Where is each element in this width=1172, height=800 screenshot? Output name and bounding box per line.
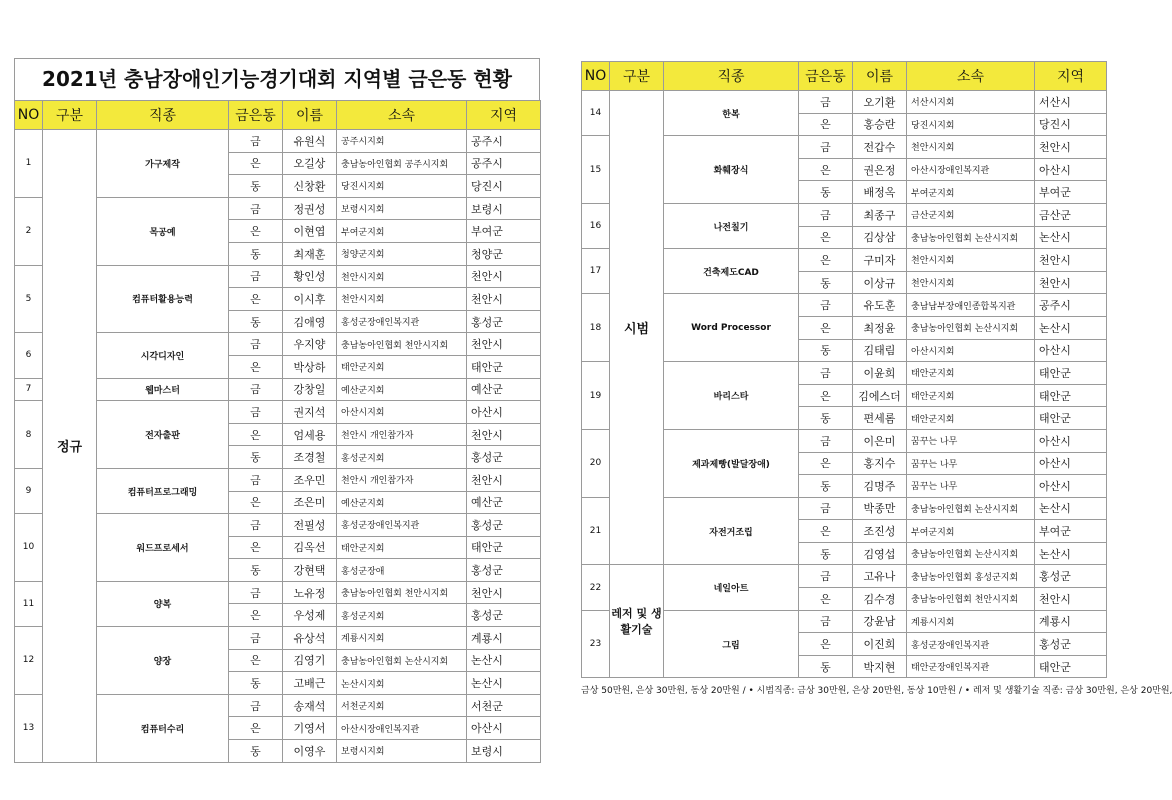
region: 아산시 — [1035, 452, 1107, 475]
region: 천안시 — [467, 265, 541, 288]
row-number: 16 — [582, 203, 610, 248]
affiliation: 홍성군장애인복지관 — [337, 514, 467, 537]
medal-cell: 은 — [799, 249, 853, 272]
row-number: 14 — [582, 91, 610, 136]
row-number: 6 — [15, 333, 43, 378]
medal-cell: 은 — [799, 520, 853, 543]
header-org: 소속 — [337, 101, 467, 130]
region: 홍성군 — [467, 446, 541, 469]
affiliation: 천안시지회 — [907, 136, 1035, 159]
row-number: 10 — [15, 514, 43, 582]
row-number: 21 — [582, 497, 610, 565]
medal-cell: 금 — [229, 627, 283, 650]
affiliation: 계룡시지회 — [337, 627, 467, 650]
row-number: 23 — [582, 610, 610, 678]
row-number: 20 — [582, 429, 610, 497]
job-type: 제과제빵(발달장애) — [664, 429, 799, 497]
job-type: 나전칠기 — [664, 203, 799, 248]
job-type: 목공예 — [97, 197, 229, 265]
affiliation: 홍성군지회 — [337, 604, 467, 627]
medal-cell: 금 — [799, 203, 853, 226]
affiliation: 충남농아인협회 논산시지회 — [337, 649, 467, 672]
region: 논산시 — [1035, 497, 1107, 520]
winner-name: 최종구 — [853, 203, 907, 226]
winner-name: 김상삼 — [853, 226, 907, 249]
region: 당진시 — [467, 175, 541, 198]
category-demo: 시범 — [610, 91, 664, 565]
header-medal: 금은동 — [229, 101, 283, 130]
winner-name: 유원식 — [283, 130, 337, 153]
affiliation: 청양군지회 — [337, 242, 467, 265]
region: 예산군 — [467, 491, 541, 514]
header-region: 지역 — [1035, 62, 1107, 91]
medal-cell: 금 — [229, 130, 283, 153]
affiliation: 공주시지회 — [337, 130, 467, 153]
affiliation: 보령시지회 — [337, 197, 467, 220]
winner-name: 편세롬 — [853, 407, 907, 430]
medal-cell: 동 — [799, 655, 853, 678]
header-category: 구분 — [610, 62, 664, 91]
medal-cell: 은 — [799, 588, 853, 611]
left-table-body — [15, 130, 541, 763]
affiliation: 충남농아인협회 논산시지회 — [907, 316, 1035, 339]
medal-cell: 은 — [229, 536, 283, 559]
winner-name: 구미자 — [853, 249, 907, 272]
medal-cell: 은 — [799, 452, 853, 475]
table-row — [582, 565, 1107, 588]
job-type: 바리스타 — [664, 362, 799, 430]
right-header-row — [582, 62, 1107, 91]
region: 논산시 — [467, 672, 541, 695]
affiliation: 당진시지회 — [337, 175, 467, 198]
job-type: Word Processor — [664, 294, 799, 362]
medal-cell: 은 — [799, 226, 853, 249]
winner-name: 강창일 — [283, 378, 337, 401]
affiliation: 서천군지회 — [337, 694, 467, 717]
affiliation: 홍성군장애 — [337, 559, 467, 582]
winner-name: 김명주 — [853, 475, 907, 498]
region: 천안시 — [467, 423, 541, 446]
region: 부여군 — [467, 220, 541, 243]
affiliation: 천안시 개인참가자 — [337, 423, 467, 446]
row-number: 11 — [15, 581, 43, 626]
affiliation: 천안시지회 — [907, 271, 1035, 294]
affiliation: 부여군지회 — [337, 220, 467, 243]
affiliation: 당진시지회 — [907, 113, 1035, 136]
medal-cell: 은 — [799, 113, 853, 136]
region: 아산시 — [1035, 158, 1107, 181]
affiliation: 홍성군장애인복지관 — [337, 310, 467, 333]
header-job: 직종 — [664, 62, 799, 91]
winner-name: 김에스더 — [853, 384, 907, 407]
winner-name: 최정윤 — [853, 316, 907, 339]
row-number: 15 — [582, 136, 610, 204]
region: 부여군 — [1035, 520, 1107, 543]
right-table-body — [582, 91, 1107, 678]
left-header-row — [15, 101, 541, 130]
row-number: 22 — [582, 565, 610, 610]
affiliation: 태안군지회 — [907, 407, 1035, 430]
job-type: 워드프로세서 — [97, 514, 229, 582]
winner-name: 강현택 — [283, 559, 337, 582]
region: 논산시 — [467, 649, 541, 672]
affiliation: 충남농아인협회 논산시지회 — [907, 542, 1035, 565]
medal-cell: 금 — [799, 497, 853, 520]
winner-name: 강윤남 — [853, 610, 907, 633]
region: 아산시 — [1035, 475, 1107, 498]
medal-cell: 동 — [229, 242, 283, 265]
region: 홍성군 — [1035, 633, 1107, 656]
winner-name: 고유나 — [853, 565, 907, 588]
medal-cell: 은 — [799, 158, 853, 181]
medal-cell: 금 — [229, 468, 283, 491]
winner-name: 조우민 — [283, 468, 337, 491]
medal-cell: 동 — [229, 446, 283, 469]
medal-cell: 금 — [229, 514, 283, 537]
job-type: 그림 — [664, 610, 799, 678]
job-type: 양장 — [97, 627, 229, 695]
winner-name: 홍승란 — [853, 113, 907, 136]
affiliation: 아산시지회 — [907, 339, 1035, 362]
region: 홍성군 — [467, 604, 541, 627]
medal-cell: 은 — [229, 604, 283, 627]
medal-cell: 은 — [229, 491, 283, 514]
region: 보령시 — [467, 740, 541, 763]
medal-cell: 금 — [799, 294, 853, 317]
winner-name: 권은정 — [853, 158, 907, 181]
medal-cell: 은 — [229, 649, 283, 672]
region: 홍성군 — [467, 559, 541, 582]
affiliation: 충남농아인협회 천안시지회 — [907, 588, 1035, 611]
medal-cell: 금 — [799, 362, 853, 385]
category-leisure: 레저 및 생활기술 — [610, 565, 664, 678]
region: 홍성군 — [467, 310, 541, 333]
medal-cell: 은 — [229, 288, 283, 311]
job-type: 컴퓨터수리 — [97, 694, 229, 762]
header-region: 지역 — [467, 101, 541, 130]
winner-name: 송재석 — [283, 694, 337, 717]
region: 홍성군 — [1035, 565, 1107, 588]
winner-name: 김옥선 — [283, 536, 337, 559]
winner-name: 김수경 — [853, 588, 907, 611]
region: 서산시 — [1035, 91, 1107, 114]
affiliation: 태안군지회 — [907, 384, 1035, 407]
region: 태안군 — [1035, 407, 1107, 430]
affiliation: 태안군지회 — [907, 362, 1035, 385]
region: 계룡시 — [1035, 610, 1107, 633]
region: 금산군 — [1035, 203, 1107, 226]
header-org: 소속 — [907, 62, 1035, 91]
header-job: 직종 — [97, 101, 229, 130]
affiliation: 충남농아인협회 홍성군지회 — [907, 565, 1035, 588]
medal-cell: 금 — [799, 565, 853, 588]
medal-cell: 금 — [799, 429, 853, 452]
row-number: 5 — [15, 265, 43, 333]
region: 태안군 — [467, 355, 541, 378]
affiliation: 충남농아인협회 천안시지회 — [337, 333, 467, 356]
row-number: 17 — [582, 249, 610, 294]
affiliation: 꿈꾸는 나무 — [907, 429, 1035, 452]
winner-name: 김애영 — [283, 310, 337, 333]
winner-name: 우성제 — [283, 604, 337, 627]
region: 당진시 — [1035, 113, 1107, 136]
affiliation: 꿈꾸는 나무 — [907, 452, 1035, 475]
affiliation: 보령시지회 — [337, 740, 467, 763]
winner-name: 노유정 — [283, 581, 337, 604]
winner-name: 권지석 — [283, 401, 337, 424]
page-title: 2021년 충남장애인기능경기대회 지역별 금은동 현황 — [14, 58, 540, 100]
affiliation: 서산시지회 — [907, 91, 1035, 114]
winner-name: 조경철 — [283, 446, 337, 469]
region: 부여군 — [1035, 181, 1107, 204]
affiliation: 부여군지회 — [907, 520, 1035, 543]
right-medal-table — [581, 61, 1107, 678]
region: 천안시 — [1035, 588, 1107, 611]
winner-name: 오기환 — [853, 91, 907, 114]
winner-name: 신창환 — [283, 175, 337, 198]
winner-name: 조진성 — [853, 520, 907, 543]
affiliation: 태안군장애인복지관 — [907, 655, 1035, 678]
medal-cell: 동 — [799, 407, 853, 430]
region: 공주시 — [467, 152, 541, 175]
job-type: 웹마스터 — [97, 378, 229, 401]
region: 태안군 — [1035, 362, 1107, 385]
row-number: 18 — [582, 294, 610, 362]
winner-name: 홍지수 — [853, 452, 907, 475]
medal-cell: 은 — [229, 355, 283, 378]
medal-cell: 동 — [229, 310, 283, 333]
medal-cell: 금 — [799, 610, 853, 633]
medal-cell: 금 — [229, 197, 283, 220]
affiliation: 충남농아인협회 공주시지회 — [337, 152, 467, 175]
medal-cell: 금 — [799, 91, 853, 114]
affiliation: 천안시 개인참가자 — [337, 468, 467, 491]
medal-cell: 은 — [229, 220, 283, 243]
winner-name: 이윤희 — [853, 362, 907, 385]
region: 예산군 — [467, 378, 541, 401]
medal-cell: 동 — [229, 175, 283, 198]
medal-cell: 금 — [799, 136, 853, 159]
winner-name: 엄세용 — [283, 423, 337, 446]
winner-name: 유도훈 — [853, 294, 907, 317]
winner-name: 박상하 — [283, 355, 337, 378]
winner-name: 박종만 — [853, 497, 907, 520]
affiliation: 태안군지회 — [337, 355, 467, 378]
row-number: 7 — [15, 378, 43, 401]
medal-cell: 동 — [799, 475, 853, 498]
region: 계룡시 — [467, 627, 541, 650]
winner-name: 이현엽 — [283, 220, 337, 243]
affiliation: 충남농아인협회 논산시지회 — [907, 226, 1035, 249]
medal-cell: 금 — [229, 333, 283, 356]
affiliation: 홍성군장애인복지관 — [907, 633, 1035, 656]
region: 아산시 — [1035, 339, 1107, 362]
job-type: 양복 — [97, 581, 229, 626]
prize-footnote: 금상 50만원, 은상 30만원, 동상 20만원 / • 시범직종: 금상 30만원, 은상 20만원, 동상 10만원 / • 레저 및 생활기술 직종: 금상 30만원, 은상 20만원, — [581, 686, 1172, 696]
medal-cell: 동 — [229, 559, 283, 582]
row-number: 13 — [15, 694, 43, 762]
job-type: 컴퓨터활용능력 — [97, 265, 229, 333]
medal-cell: 동 — [799, 271, 853, 294]
region: 태안군 — [467, 536, 541, 559]
affiliation: 아산시지회 — [337, 401, 467, 424]
region: 논산시 — [1035, 316, 1107, 339]
affiliation: 꿈꾸는 나무 — [907, 475, 1035, 498]
winner-name: 이영우 — [283, 740, 337, 763]
job-type: 화훼장식 — [664, 136, 799, 204]
job-type: 전자출판 — [97, 401, 229, 469]
row-number: 19 — [582, 362, 610, 430]
winner-name: 전갑수 — [853, 136, 907, 159]
winner-name: 오길상 — [283, 152, 337, 175]
region: 아산시 — [1035, 429, 1107, 452]
winner-name: 최재훈 — [283, 242, 337, 265]
medal-cell: 금 — [229, 581, 283, 604]
region: 천안시 — [1035, 249, 1107, 272]
medal-cell: 은 — [229, 152, 283, 175]
header-name: 이름 — [853, 62, 907, 91]
winner-name: 이은미 — [853, 429, 907, 452]
affiliation: 아산시장애인복지관 — [907, 158, 1035, 181]
winner-name: 배정옥 — [853, 181, 907, 204]
winner-name: 기영서 — [283, 717, 337, 740]
affiliation: 부여군지회 — [907, 181, 1035, 204]
region: 천안시 — [1035, 136, 1107, 159]
header-no: NO — [15, 101, 43, 130]
region: 천안시 — [467, 333, 541, 356]
region: 논산시 — [1035, 542, 1107, 565]
winner-name: 유상석 — [283, 627, 337, 650]
category-regular: 정규 — [43, 130, 97, 763]
affiliation: 태안군지회 — [337, 536, 467, 559]
medal-cell: 동 — [799, 542, 853, 565]
medal-cell: 은 — [229, 717, 283, 740]
winner-name: 이진희 — [853, 633, 907, 656]
region: 홍성군 — [467, 514, 541, 537]
row-number: 9 — [15, 468, 43, 513]
region: 논산시 — [1035, 226, 1107, 249]
medal-cell: 금 — [229, 694, 283, 717]
winner-name: 우지양 — [283, 333, 337, 356]
affiliation: 아산시장애인복지관 — [337, 717, 467, 740]
region: 공주시 — [467, 130, 541, 153]
affiliation: 예산군지회 — [337, 378, 467, 401]
row-number: 8 — [15, 401, 43, 469]
affiliation: 천안시지회 — [337, 288, 467, 311]
medal-cell: 금 — [229, 265, 283, 288]
region: 태안군 — [1035, 384, 1107, 407]
medal-cell: 동 — [799, 339, 853, 362]
affiliation: 충남농아인협회 논산시지회 — [907, 497, 1035, 520]
affiliation: 천안시지회 — [337, 265, 467, 288]
winner-name: 이시후 — [283, 288, 337, 311]
region: 천안시 — [467, 288, 541, 311]
header-name: 이름 — [283, 101, 337, 130]
job-type: 시각디자인 — [97, 333, 229, 378]
row-number: 12 — [15, 627, 43, 695]
affiliation: 충남남부장애인종합복지관 — [907, 294, 1035, 317]
row-number: 1 — [15, 130, 43, 198]
region: 천안시 — [467, 581, 541, 604]
winner-name: 김영기 — [283, 649, 337, 672]
affiliation: 금산군지회 — [907, 203, 1035, 226]
job-type: 자전거조립 — [664, 497, 799, 565]
row-number: 2 — [15, 197, 43, 265]
left-medal-table — [14, 100, 541, 763]
winner-name: 정권성 — [283, 197, 337, 220]
medal-cell: 금 — [229, 378, 283, 401]
region: 보령시 — [467, 197, 541, 220]
affiliation: 계룡시지회 — [907, 610, 1035, 633]
winner-name: 김영섭 — [853, 542, 907, 565]
affiliation: 논산시지회 — [337, 672, 467, 695]
region: 청양군 — [467, 242, 541, 265]
winner-name: 황인성 — [283, 265, 337, 288]
job-type: 한복 — [664, 91, 799, 136]
header-medal: 금은동 — [799, 62, 853, 91]
region: 아산시 — [467, 717, 541, 740]
winner-name: 김태림 — [853, 339, 907, 362]
affiliation: 홍성군지회 — [337, 446, 467, 469]
region: 서천군 — [467, 694, 541, 717]
winner-name: 고배근 — [283, 672, 337, 695]
header-no: NO — [582, 62, 610, 91]
table-row — [15, 130, 541, 153]
medal-cell: 은 — [229, 423, 283, 446]
job-type: 가구제작 — [97, 130, 229, 198]
region: 천안시 — [467, 468, 541, 491]
medal-cell: 동 — [229, 740, 283, 763]
job-type: 건축제도CAD — [664, 249, 799, 294]
header-category: 구분 — [43, 101, 97, 130]
medal-cell: 금 — [229, 401, 283, 424]
table-row — [582, 91, 1107, 114]
region: 태안군 — [1035, 655, 1107, 678]
medal-cell: 은 — [799, 316, 853, 339]
affiliation: 예산군지회 — [337, 491, 467, 514]
winner-name: 전필성 — [283, 514, 337, 537]
region: 천안시 — [1035, 271, 1107, 294]
affiliation: 천안시지회 — [907, 249, 1035, 272]
winner-name: 조은미 — [283, 491, 337, 514]
region: 아산시 — [467, 401, 541, 424]
winner-name: 이상규 — [853, 271, 907, 294]
medal-cell: 은 — [799, 384, 853, 407]
affiliation: 충남농아인협회 천안시지회 — [337, 581, 467, 604]
winner-name: 박지현 — [853, 655, 907, 678]
region: 공주시 — [1035, 294, 1107, 317]
medal-cell: 은 — [799, 633, 853, 656]
medal-cell: 동 — [799, 181, 853, 204]
job-type: 컴퓨터프로그래밍 — [97, 468, 229, 513]
job-type: 네일아트 — [664, 565, 799, 610]
medal-cell: 동 — [229, 672, 283, 695]
